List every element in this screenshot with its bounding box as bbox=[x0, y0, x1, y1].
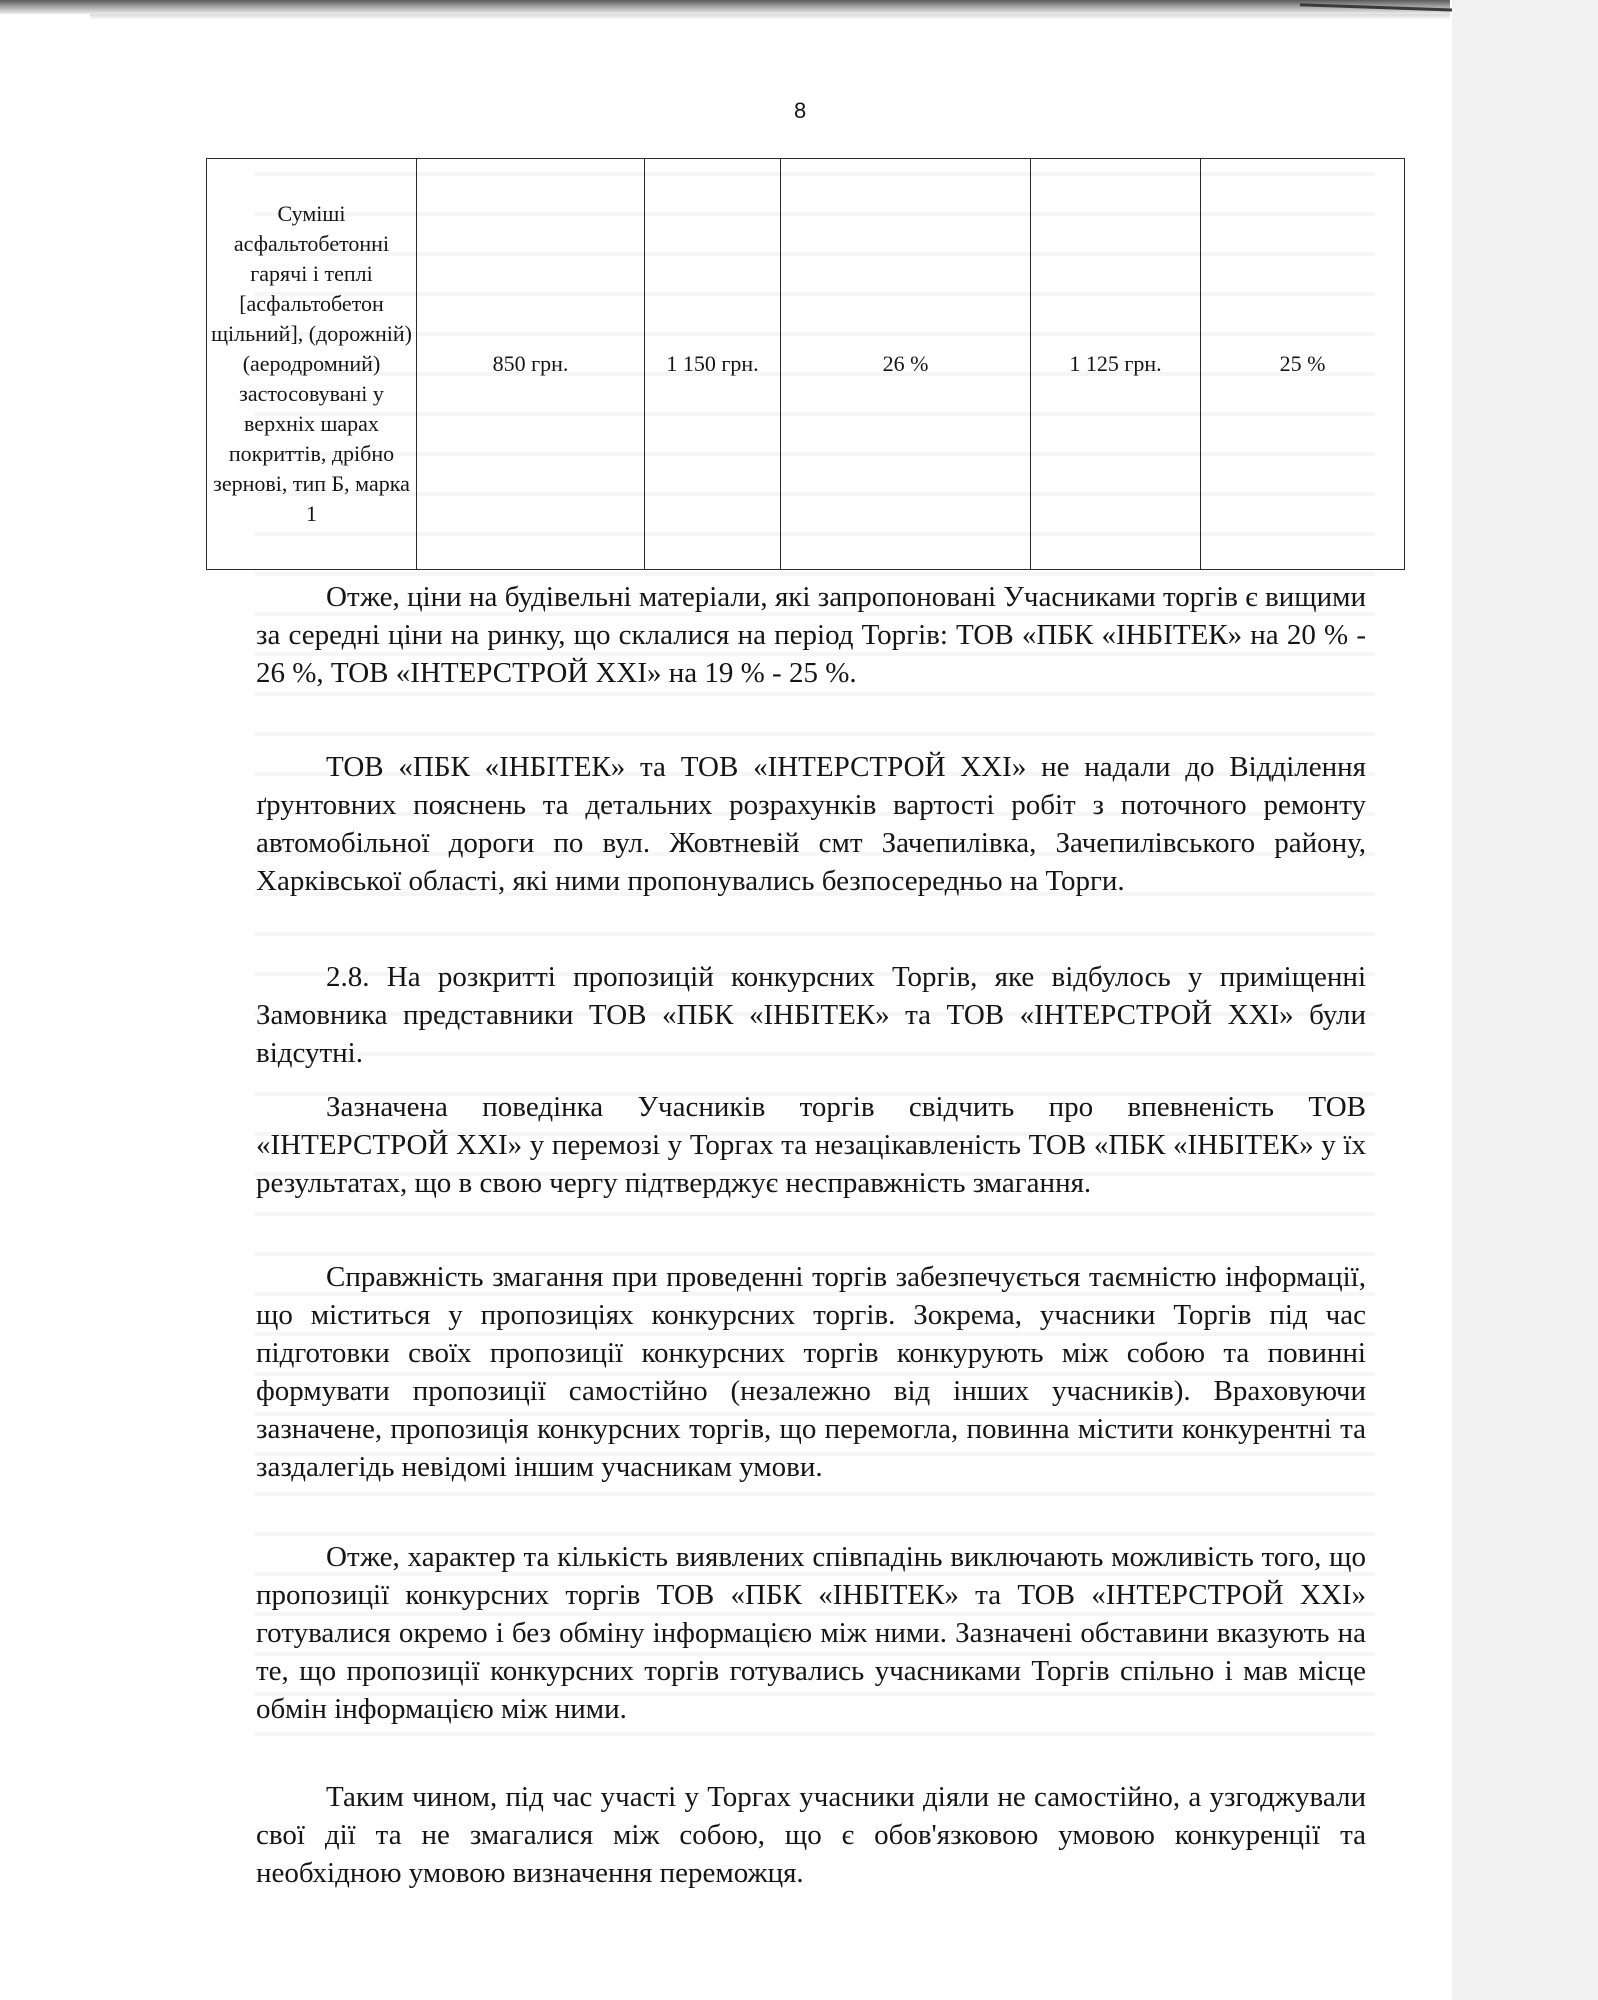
scan-right-margin bbox=[1452, 0, 1598, 2000]
page-number: 8 bbox=[794, 98, 807, 123]
scan-top-edge bbox=[0, 0, 1450, 14]
participant-2-price-cell: 1 125 грн. bbox=[1031, 159, 1201, 570]
paragraph-coincidences: Отже, характер та кількість виявлених співпадінь виключають можливість того, що пропозиції конкурсних торгів ТОВ «ПБК «ІНБІТЕК» та ТОВ «ІНТЕРСТРОЙ XXI» готувалися окремо і без обміну інформацією між ними. Зазначені обставини вказують на те, що пропозиції конкурсних торгів готувались учасниками Торгів спільно і мав місце обмін інформацією між ними. bbox=[256, 1541, 1366, 1725]
material-name-cell: Суміші асфальтобетонні гарячі і теплі [асфальтобетон щільний], (дорожній) (аеродромний) застосовувані у верхніх шарах покриттів, дрібно зернові, тип Б, марка 1 bbox=[207, 159, 417, 570]
table-row bbox=[207, 159, 1405, 570]
average-price-cell: 850 грн. bbox=[417, 159, 645, 570]
paragraph-section-2-8: 2.8. На розкритті пропозицій конкурсних Торгів, яке відбулось у приміщенні Замовника представники ТОВ «ПБК «ІНБІТЕК» та ТОВ «ІНТЕРСТРОЙ XXI» були відсутні. bbox=[256, 961, 1366, 1069]
paragraph-final-conclusion: Таким чином, під час участі у Торгах учасники діяли не самостійно, а узгоджували свої дії та не змагалися між собою, що є обов'язковою умовою конкуренції та необхідною умовою визначення переможця. bbox=[256, 1781, 1366, 1889]
price-comparison-table bbox=[206, 158, 1405, 570]
paragraph-genuine-competition: Справжність змагання при проведенні торгів забезпечується таємністю інформації, що міститься у пропозиціях конкурсних торгів. Зокрема, учасники Торгів під час підготовки своїх пропозиції конкурсних торгів конкурують між собою та повинні формувати пропозиції самостійно (незалежно від інших учасників). Враховуючи зазначене, пропозиція конкурсних торгів, що перемогла, повинна містити конкурентні та заздалегідь невідомі іншим учасникам умови. bbox=[256, 1261, 1366, 1483]
participant-2-percent-cell: 25 % bbox=[1201, 159, 1405, 570]
scan-top-shadow bbox=[90, 14, 1450, 20]
paragraph-price-conclusion: Отже, ціни на будівельні матеріали, які запропоновані Учасниками торгів є вищими за середні ціни на ринку, що склалися на період Торгів: ТОВ «ПБК «ІНБІТЕК» на 20 % - 26 %, ТОВ «ІНТЕРСТРОЙ XXI» на 19 % - 25 %. bbox=[256, 581, 1366, 689]
paragraph-no-explanations: ТОВ «ПБК «ІНБІТЕК» та ТОВ «ІНТЕРСТРОЙ XXI» не надали до Відділення ґрунтовних пояснень та детальних розрахунків вартості робіт з поточного ремонту автомобільної дороги по вул. Жовтневій смт Зачепилівка, Зачепилівського району, Харківської області, які ними пропонувались безпосередньо на Торги. bbox=[256, 751, 1366, 897]
participant-1-price-cell: 1 150 грн. bbox=[645, 159, 781, 570]
paragraph-participant-behaviour: Зазначена поведінка Учасників торгів свідчить про впевненість ТОВ «ІНТЕРСТРОЙ XXI» у перемозі у Торгах та незацікавленість ТОВ «ПБК «ІНБІТЕК» у їх результатах, що в свою чергу підтверджує несправжність змагання. bbox=[256, 1091, 1366, 1199]
participant-1-percent-cell: 26 % bbox=[781, 159, 1031, 570]
